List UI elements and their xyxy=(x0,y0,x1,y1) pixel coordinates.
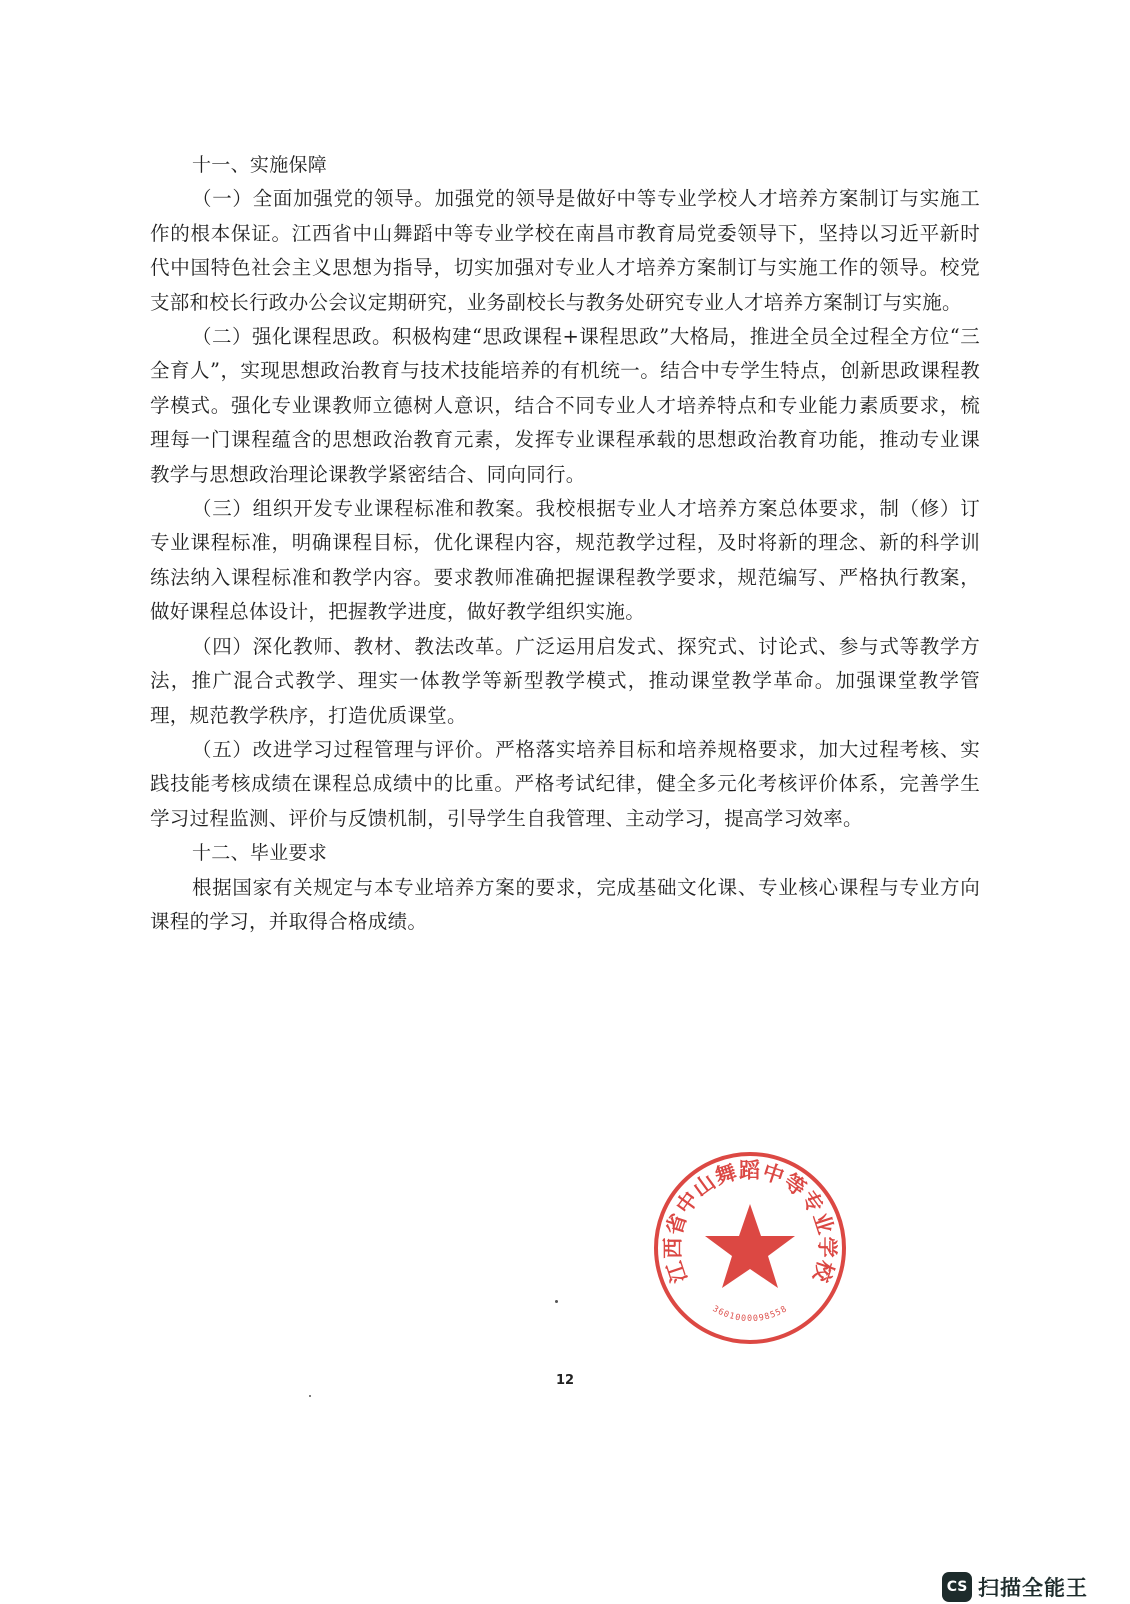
paragraph: （三）组织开发专业课程标准和教案。我校根据专业人才培养方案总体要求，制（修）订专业课程标准，明确课程目标，优化课程内容，规范教学过程，及时将新的理念、新的科学训练法纳入课程标准和教学内容。要求教师准确把握课程教学要求，规范编写、严格执行教案，做好课程总体设计，把握教学进度，做好教学组织实施。 xyxy=(150,497,980,624)
paragraph: 根据国家有关规定与本专业培养方案的要求，完成基础文化课、专业核心课程与专业方向课程的学习，并取得合格成绩。 xyxy=(150,875,980,933)
scan-speck xyxy=(555,1300,558,1303)
section-heading: 十一、实施保障 xyxy=(192,154,328,176)
seal-code: 3601000098558 xyxy=(710,1304,790,1325)
official-seal xyxy=(650,1148,850,1348)
watermark-label: 扫描全能王 xyxy=(978,1576,1088,1600)
paragraph: （四）深化教师、教材、教法改革。广泛运用启发式、探究式、讨论式、参与式等教学方法，推广混合式教学、理实一体教学等新型教学模式，推动课堂教学革命。加强课堂教学管理，规范教学秩序，打造优质课堂。 xyxy=(150,634,980,727)
seal-text: 江西省中山舞蹈中等专业学校 xyxy=(659,1157,841,1287)
seal-star-icon xyxy=(705,1204,795,1288)
section-heading: 十二、毕业要求 xyxy=(192,842,328,865)
paragraph: （二）强化课程思政。积极构建“思政课程+课程思政”大格局，推进全员全过程全方位“三全育人”，实现思想政治教育与技术技能培养的有机统一。结合中专学生特点，创新思政课程教学模式。强化专业课教师立德树人意识，结合不同专业人才培养特点和专业能力素质要求，梳理每一门课程蕴含的思想政治教育元素，发挥专业课程承载的思想政治教育功能，推动专业课教学与思想政治理论课教学紧密结合、同向同行。 xyxy=(150,325,980,486)
paragraph: （一）全面加强党的领导。加强党的领导是做好中等专业学校人才培养方案制订与实施工作的根本保证。江西省中山舞蹈中等专业学校在南昌市教育局党委领导下，坚持以习近平新时代中国特色社会主义思想为指导，切实加强对专业人才培养方案制订与实施工作的领导。校党支部和校长行政办公会议定期研究，业务副校长与教务处研究专业人才培养方案制订与实施。 xyxy=(150,187,980,314)
page-number: 12 xyxy=(555,1373,575,1388)
paragraph: （五）改进学习过程管理与评价。严格落实培养目标和培养规格要求，加大过程考核、实践技能考核成绩在课程总成绩中的比重。严格考试纪律，健全多元化考核评价体系，完善学生学习过程监测、评价与反馈机制，引导学生自我管理、主动学习，提高学习效率。 xyxy=(150,737,980,830)
scan-speck xyxy=(309,1395,311,1397)
camscanner-logo-icon: CS xyxy=(942,1572,972,1602)
document-body xyxy=(150,148,980,939)
svg-text:3601000098558 xyxy=(711,1304,790,1324)
scanner-watermark xyxy=(942,1570,1088,1604)
